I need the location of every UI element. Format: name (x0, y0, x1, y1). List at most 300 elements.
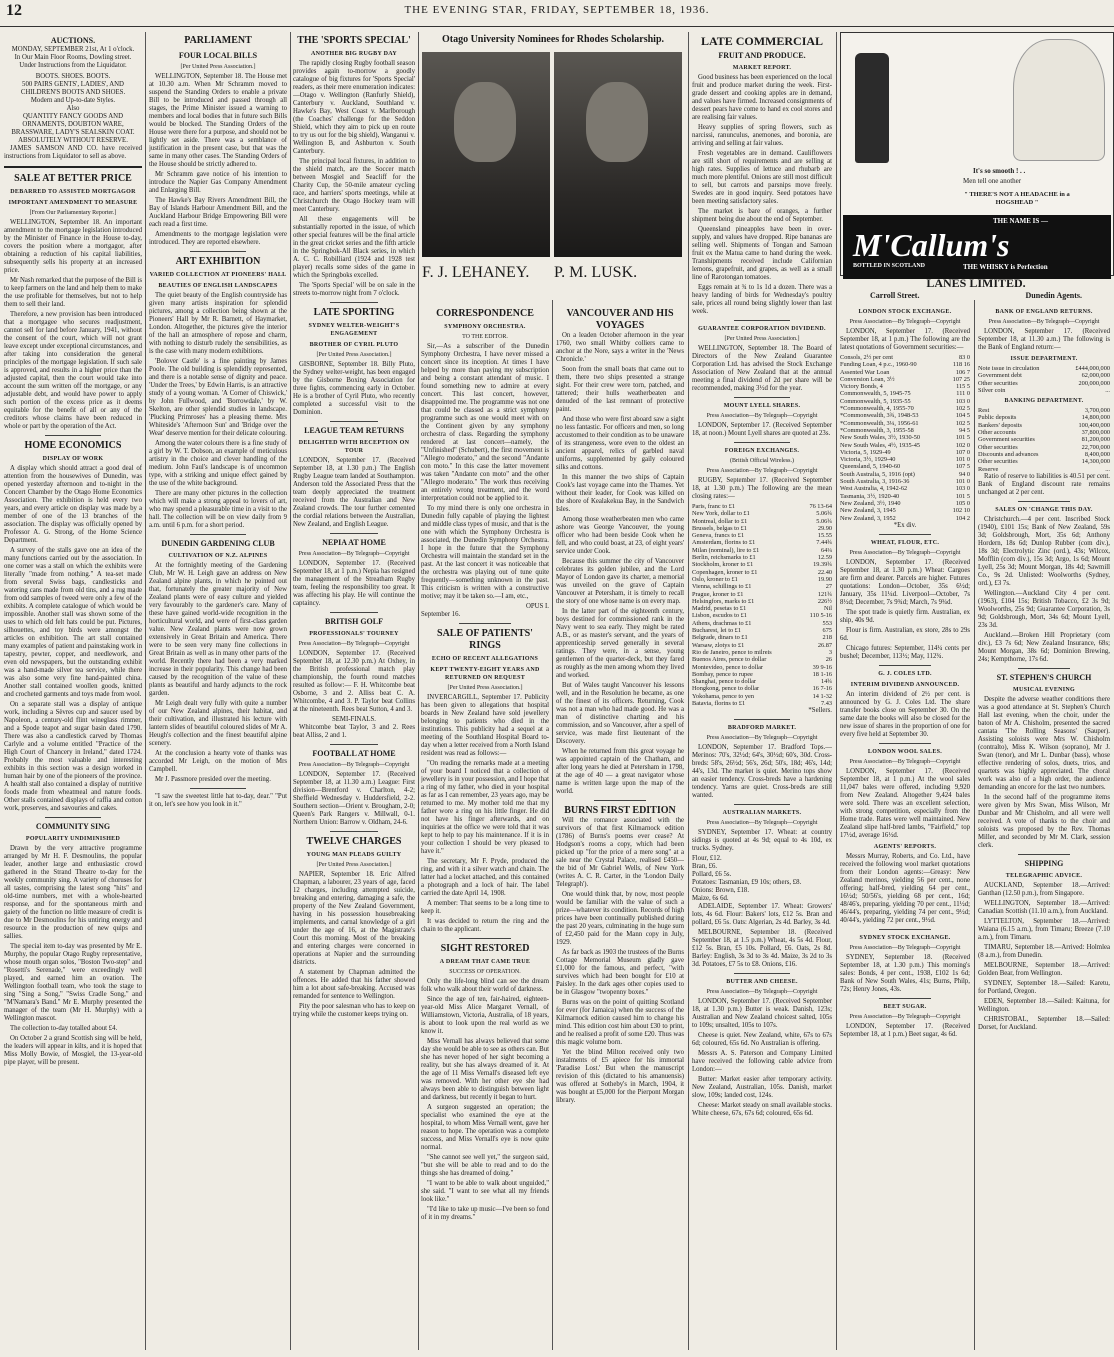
sse-credit: Press Association—By Telegraph—Copyright (849, 944, 961, 951)
auction-modern: Modern and Up-to-date Styles. (30, 97, 116, 104)
row-label: New York, dollar to £1 (692, 510, 750, 518)
rings-heading: SALE OF PATIENTS' RINGS (437, 628, 533, 651)
golf-semi-label: SEMI-FINALS. (332, 716, 376, 723)
shipping-subheading: TELEGRAPHIC ADVICE. (1005, 872, 1083, 879)
divider (879, 929, 931, 930)
golf-paragraph: LONDON, September 17. (Received September 18, at 12.30 p.m.) At Oxhey, in the British professional match play championship, the fourth round matches resulted as follow:— F. H. Whitcombe beat Osborne, 3 and 2. Alliss beat C. A. Whitcombe, 4 and 3. P. Taylor beat Collins at the nineteenth. Rees beat Sutton, 4 and 3. (293, 650, 415, 713)
sales-paragraph: Auckland.—Broken Hill Proprietary (com div.), £3 7s 6d; New Zealand Insurance, 68s; Mount Morgan, 38s 6d; Dominion Brewing, 24s; Kempthorne, 17s 6d. (978, 631, 1110, 663)
table-row (692, 649, 832, 656)
parliament-heading: PARLIAMENT (184, 35, 252, 46)
vancouver-paragraph: In this manner the two ships of Captain Cook's last voyage came into the Thames. Yet without their leader, for Cook was killed on the shore of Kealakekua Bay, in the Sandwich Isles. (556, 474, 684, 513)
sight-subheading-2: SUCCESS OF OPERATION. (449, 969, 521, 975)
row-value: 19.39¾ (813, 561, 832, 569)
football-credit: Press Association—By Telegraph—Copyright (298, 762, 410, 768)
garden-paragraph: Mr J. Passmore presided over the meeting. (155, 776, 271, 783)
row-value: 27 (825, 583, 832, 591)
table-row (692, 700, 832, 707)
row-value: 226½ (817, 597, 832, 605)
vancouver-paragraph: In the latter part of the eighteenth century, boys destined for commissioned rank in the Navy went to sea early. They might be rated A.B., or as master's servant, and the years of apprenticeship served generally in several ratings. They were, in a sense, young gentlemen of the quarter-deck, but they fared as roughly as the men among whom they lived and worked. (556, 608, 684, 679)
ad-street: Carroll Street. (870, 291, 920, 300)
table-row (692, 685, 832, 692)
row-value: 3,700,000 (1084, 407, 1110, 415)
garden-heading: DUNEDIN GARDENING CLUB (161, 539, 275, 548)
table-row (840, 427, 970, 434)
boe-paragraph: Ratio of reserve to liabilities is 40.51 per cent. Bank of England discount rate remains unchanged at 2 per cent. (978, 472, 1110, 496)
rings-paragraph: The secretary, Mr F. Pryde, produced the ring, and with it a silver watch and chain. The latter had a locket attached, and this contained a photograph and a lock of hair. The label carried the date April 14, 1908. (421, 858, 549, 897)
nepia-heading: NEPIA AT HOME (322, 538, 386, 547)
masthead-title: THE EVENING STAR, FRIDAY, SEPTEMBER 18, 1936. (404, 4, 710, 16)
row-value: 105 0 (955, 499, 970, 507)
list-item: Onions: Brown, £18. (692, 887, 750, 895)
row-value: 26 (825, 656, 832, 664)
late-sporting-subheading-2: BROTHER OF CYRIL PLUTO (309, 342, 399, 348)
table-row (692, 525, 832, 532)
divider (1018, 501, 1071, 502)
art-paragraph: There are many other pictures in the collection which will make a strong appeal to lovers of art, who may spend a pleasurable time in a visit to the hall. The collection will be on view daily from 9 a.m. until 6 p.m. for a short period. (149, 490, 287, 529)
sports-subheading: ANOTHER BIG RUGBY DAY (310, 51, 398, 57)
table-row (692, 693, 832, 700)
vancouver-paragraph: Among those weatherbeaten men who came ashore was George Vancouver, the young officer who had been beside Cook when he fell, and who could boast, at 23, of eight years' service under Cook. (556, 516, 684, 555)
sale-heading: SALE AT BETTER PRICE (14, 173, 132, 184)
table-row (978, 466, 1110, 473)
rings-paragraph: "On reading the remarks made at a meeting of your board I noticed that a collection of jewellery is in your possession, and I hope that a ring of my father, who died in your hospital as far as I can remember, 23 years ago, may be returned to me. My mother told me that my father wore a ring on his little finger. He did not have his finger afterwards, and on inquiries at the office we were told that it was kept to help to pay his maintenance. If it is in your collection I should be very pleased to have it." (421, 760, 549, 855)
golf-subheading: PROFESSIONALS' TOURNEY (309, 631, 399, 637)
row-label: Madrid, pesetas to £1 (692, 605, 747, 613)
sales-paragraph: Wellington.—Auckland City 4 per cent. (1963), £104 15s; British Tobacco, £2 3s 9d; Woolworths, 25s 9d; Guarantee Corporation, 3s 9d; Goldsbrough, Mort, 34s 6d; Mount Lyell, 23s 3d. (978, 589, 1110, 629)
agents-paragraph: Messrs Murray, Roberts, and Co. Ltd., have received the following wool market quotations from their London agents:—Greasy: New Zealand merinos, yielding 56 per cent., none offering; half-bred, yielding 64 per cent., 16½d; 50/56's, yielding 68 per cent., 16d; 48/46's, preparing, yielding 70 per cent., 11½d; 46/44's, preparing, yielding 74 per cent., 9½d; 40/44's, yielding 72 per cent., 9½d. (840, 852, 970, 924)
row-label: Tasmania, 3½, 1920-40 (840, 492, 900, 500)
row-value: 83 0 (958, 354, 970, 361)
ad-brand: M'Callum's (853, 227, 1010, 263)
fruit-paragraph: Good business has been experienced on the local fruit and produce market during the week. First-grade dessert and cooking apples are in demand, and values have firmed. Increased consignments of dessert pears have come to hand ex cool stores and are realising fair values. (692, 74, 832, 121)
row-label: Bombay, pence to rupee (692, 670, 753, 678)
row-value: 102 5 (955, 419, 970, 427)
row-value: 101 5 (955, 492, 970, 500)
foreign-exchange-subheading: (British Official Wireless.) (729, 458, 795, 464)
church-paragraph: In the second half of the programme items were given by Mrs Swan, Miss Wilson, Mr Dunbar and Mr Chisholm, and all were well received. A vote of thanks to the choir and soloists was proposed by the Rev. Thomas Miller, and seconded by Mr M. Clark, session clerk. (978, 793, 1110, 849)
row-value: 101 0 (955, 478, 970, 486)
table-row (978, 422, 1110, 429)
correspondence-date: September 16. (421, 611, 461, 618)
row-value: 39 9-16 (812, 663, 832, 671)
table-row (840, 361, 970, 368)
community-paragraph: The collection to-day totalled about £4. (10, 1025, 118, 1032)
row-label: *Commonwealth, 4, 1955-70 (840, 405, 914, 413)
divider (190, 251, 245, 252)
boe-paragraph: LONDON, September 17. (Received September 18, at 11.30 a.m.) The following is the Bank of England return:— (978, 328, 1110, 351)
fruit-heading: FRUIT AND PRODUCE. (718, 51, 806, 60)
wheat-paragraph: Flour is firm. Australian, ex store, 28s to 29s 6d. (840, 626, 970, 642)
home-paragraph: A display which should attract a good deal of attention from the housewives of Dunedin, was opened yesterday afternoon and to-night in the Concert Chamber by the Otago Home Economics Association. The exhibition is held every two years, and every article on display was made by a member of one of the 13 branches of the association. The display was officially opened by Professor A. G. Strong, of the Home Science Department. (4, 465, 142, 544)
fx-table (692, 503, 832, 707)
row-label: Consols, 2½ per cent (840, 354, 893, 361)
shipping-item: EDEN, September 18.—Sailed: Kaituna, for Wellington. (978, 997, 1110, 1013)
lse-table (840, 354, 970, 522)
fruit-paragraph: Heavy supplies of spring flowers, such as narcissi, ranunculus, anemones, and boronia, are arriving and selling at fair values. (692, 124, 832, 147)
community-subheading: POPULARITY UNDIMINISHED (25, 836, 121, 842)
home-heading: HOME ECONOMICS (24, 440, 122, 451)
burns-heading: BURNS FIRST EDITION (564, 805, 676, 816)
row-label: Government debt (978, 372, 1022, 380)
row-value: 102 5 (955, 405, 970, 413)
row-label: New South Wales, 4½, 1935-45 (840, 441, 921, 449)
row-label: Geneva, francs to £1 (692, 532, 745, 540)
league-paragraph: LONDON, September 17. (Received September 18, at 1.30 p.m.) The English Rugby League team landed at Southampton. Anderson told the Associated Press that the team deeply appreciated the treatment received from the Australian and New Zealand crowds. The tour further cemented the cordial relations between the Australian, New Zealand, and English League. (293, 457, 415, 528)
portrait-face (454, 82, 516, 162)
list-item: Bran, £6. (692, 863, 718, 871)
table-row (978, 458, 1110, 465)
auction-quantity: QUANTITY FANCY GOODS AND ORNAMENTS, DOUBTON WARE, BRASSWARE, LADY'S SEALSKIN COAT. (11, 113, 135, 136)
burns-paragraph: Yet the blind Milton received only two instalments of £5 apiece for his immortal 'Paradise Lost.' But when the manuscript revision of this (dictated to his amanuensis) was offered at Sotheby's in March, 1904, it was bought at £5,000 for the Pierpont Morgan library. (556, 1049, 684, 1104)
table-row (840, 456, 970, 463)
column-rule (418, 32, 419, 1350)
row-value: 107 0 (955, 448, 970, 456)
correspondence-subheading: SYMPHONY ORCHESTRA. (444, 324, 526, 330)
sight-paragraph: Miss Vernall has always believed that some day she would be able to see as others can. But she has never hoped of her sight becoming a reality, but she has always dreamed of it. At the age of 11 Miss Vernall's diseased left eye was removed. With her other eye she had always been able to distinguish between light and darkness, but recently it began to hurt. (421, 1038, 549, 1101)
table-row (978, 387, 1110, 394)
fruit-paragraph: Eggs remain at ¾ to 1s 1d a dozen. There was a heavy landing of birds for Wednesday's poultry sale, prices all round being slightly lower than last week. (692, 284, 832, 315)
table-row (692, 554, 832, 561)
bottle-illustration (855, 53, 889, 163)
art-paragraph: 'Bolover Castle' is a fine painting by James Poole. The old building is splendidly represented, and there is a notable sense of dignity and peace. 'Under the Trees,' by Edwin Harris, is an attractive study of a young woman. 'A Corner of Chiswick,' by John Fullwood, and 'Borrowdale,' by W. Skelton, are other splendid studies in landscape. 'Plucking Primroses' has a pleasing theme. Mrs Whiteside's 'Afternoon Sun' and 'Bridge over the Wear' deserve mention for their delicate colouring. (149, 358, 287, 437)
auctions-heading: AUCTIONS. (50, 36, 96, 45)
burns-paragraph: As far back as 1903 the trustees of the Burns Cottage Memorial Museum gladly gave £1,000 for the famous, and perfect, "with survives which had been bought for £10 at Paisley. In the dark ages other copies used to be in Glasgow "twopenny boxes." (556, 949, 684, 996)
sale-paragraph: Therefore, a new provision has been introduced that a mortgagee who secures readjustment, cannot sell for land before January, 1941, without the consent of the court, which will not grant leave except under exceptional circumstances, and after taking into consideration the general principles of the mortgage legislation. If such sale is approved, and results in a higher price than the adjusted capital, then the court would take into account the sum written off the mortgage, or any adjustable debt, and would have power to apply such portion of the excess price as it deems equitable for the benefit of all or any of the creditors whose claims have been reduced in whole or part by the operation of the Act. (4, 311, 142, 430)
table-row (840, 398, 970, 405)
row-label: *Commonwealth, 3¾, 1948-53 (840, 412, 919, 420)
twelve-paragraph: Pity the poor salesman who has to keep on trying while the customer keeps trying on. (293, 1003, 415, 1018)
beet-paragraph: LONDON, September 17. (Received September 18, at 1 p.m.) Beet sugar, 4s 6d. (840, 1022, 970, 1038)
ad-city: Dunedin Agents. (1025, 291, 1082, 300)
correspondence-signature: OPUS I. (525, 603, 549, 610)
home-paragraph: On a separate stall was a display of antique work, including a Sèvres cup and saucer used by Napoleon, a century-old flint wineglass rimmer, and a Spode teapot and sugar basin dated 1790. There was also a candlestick carved by Thomas Carlyle and a volume entitled "Practice of the High Court of Chancery in Ireland," dated 1724. Probably the most valuable and interesting exhibits in this section was a design worked in human hair by one of the pioneers of the province. A health stall also contained a display of nutritive foods made from wheatmeal and nature foods. Other stalls contained displays of raffia and cotton work, preserves, and savouries and cakes. (4, 701, 142, 812)
bank-heading: BANKING DEPARTMENT. (1004, 398, 1084, 405)
guarantee-credit: [Per United Press Association.] (724, 336, 800, 342)
row-label: Bankers' deposits (978, 421, 1022, 429)
column-2 (149, 32, 287, 1350)
whisky-advertisement (840, 32, 1114, 276)
divider (879, 743, 931, 744)
row-label: Public deposits (978, 414, 1017, 422)
church-paragraph: Despite the adverse weather conditions there was a good attendance at St. Stephen's Church Hall last evening, when the choir, under the baton of Mr A. Chisholm, presented the sacred cantata 'The Rolling Seasons' (Sauper). Assisting soloists were Mrs W. Chisholm (contralto), Miss K. Wilson (soprano), Mr J. Swan (tenor), and Mr L. Dunbar (bass), whose effective rendering of solos, duets, trios, and quartets was highly appreciated. The choral work was also of a high order, the audience demanding an encore for the last two numbers. (978, 695, 1110, 791)
ad-whisky: THE WHISKY is Perfection (963, 263, 1048, 271)
correspondence-to: TO THE EDITOR. (462, 334, 508, 340)
burns-paragraph: Burns was on the point of quitting Scotland for ever (for Jamaica) when the success of the Kilmarnock edition caused him to change his mind. This edition cost him about £30 to print, and he realised a profit of some £20. Thus was this magic volume born. (556, 999, 684, 1046)
twelve-paragraph: A statement by Chapman admitted the offences. He added that his father showed him a lot about safe-breaking. Accused was remanded for sentence to Wellington. (293, 969, 415, 1000)
foreign-exchange-credit: Press Association—By Telegraph—Copyright (706, 468, 818, 474)
beet-credit: Press Association—By Telegraph—Copyright (849, 1013, 961, 1020)
row-label: Rest (978, 407, 990, 415)
row-value: 26.87 (817, 641, 832, 649)
row-label: Other securities (978, 458, 1018, 466)
sale-paragraph: Mr Nash remarked that the purpose of the Bill is to keep farmers on the land and help them to make the use profitable for themselves, but not to help them to sell their land. (4, 277, 142, 308)
twelve-heading: TWELVE CHARGES (306, 836, 402, 847)
wool-heading: LONDON WOOL SALES. (867, 748, 943, 755)
table-row (692, 620, 832, 627)
table-row (978, 414, 1110, 421)
table-row (840, 478, 970, 485)
ad-brand-bar (843, 215, 1111, 279)
ad-quote-1: It's so smooth ! . . (973, 167, 1026, 175)
burns-paragraph: Will the romance associated with the survivors of that first Kilmarnock edition (1786) of Burns's poems ever cease? At Hodgson's rooms a copy, which had been picked up "for the price of a mere song" at a sale near the Crystal Palace, realised £450—the bid of Mr Gabriel Wells, of New York (writes A. C. R. Carter, in the 'London Daily Telegraph'). (556, 817, 684, 888)
sse-heading: SYDNEY STOCK EXCHANGE. (859, 934, 951, 941)
community-paragraph: On October 2 a grand Scottish sing will be held, the leaders will appear in kilts, and it is hoped that Miss Molly Bowie, of Mosgiel, the 13-year-old pipe player, will be present. (4, 1035, 142, 1066)
row-value: 94 0 (958, 470, 970, 478)
beet-heading: BEET SUGAR. (883, 1003, 927, 1010)
row-value: 102 10 (952, 507, 970, 515)
table-row (692, 569, 832, 576)
australian-paragraph: SYDNEY, September 17. Wheat: at country sidings is quoted at 4s 9d; equal to 4s 10d, ex trucks. Sydney. (692, 829, 832, 853)
church-heading: ST. STEPHEN'S CHURCH (996, 672, 1092, 682)
sse-paragraph: SYDNEY, September 18. (Received September 18, at 1.30 p.m.) This morning's sales: Bonds, 4 per cent., 1938, £102 1s 6d; Bank of New South Wales, 41s; Burns, Philp, 72s; Henry Jones, 43s. (840, 953, 970, 993)
garden-paragraph: Mr Leigh dealt very fully with quite a number of our New Zealand alpines, their habitat, and their cultivation, and illustrated his lecture with lantern slides of beautiful coloured slides of Mr A. Heugh's collection and the finest beautiful alpine scenery. (149, 700, 287, 747)
wool-paragraph: LONDON, September 17. (Received September 18, at 1 p.m.) At the wool sales 11,047 bales were offered, including 9,920 from New Zealand. Altogether 9,424 bales were sold. There was an excellent selection, with strong competition, especially from the Home trade. Rates were well maintained. New Zealand slipe half-bred lambs, "Fairfield," top 17½d, average 16½d. (840, 767, 970, 839)
row-value: 121¾ (817, 590, 832, 598)
row-label: Assented War Loan (840, 368, 890, 376)
ad-footer (840, 276, 1112, 300)
league-subheading: DELIGHTED WITH RECEPTION ON TOUR (298, 440, 410, 454)
row-label: Victory Bonds, 4 (840, 383, 883, 391)
row-value: 107 5 (955, 463, 970, 471)
auction-absolutely: ABSOLUTELY WITHOUT RESERVE. (18, 137, 128, 144)
art-paragraph: Among the water colours there is a fine study of a girl by W. T. Dobson, an example of meticulous artistry in the choice and clever handling of the medium. John Faul's landscape is of uncommon type, with a striking and unique effect gained by the use of the white background. (149, 440, 287, 487)
table-row (692, 583, 832, 590)
butter-paragraph: Messrs A. S. Paterson and Company Limited have received the following cable advice from London:— (692, 1050, 832, 1074)
divider (879, 534, 931, 535)
football-paragraph: LONDON, September 17. (Received September 18, at 11.30 a.m.) League: First division—Brentford v. Charlton, 4-2; Sheffield Wednesday v. Huddersfield, 2-2. Southern section—Orient v. Brougham, 2-0; Queen's Park Rangers v. Millwall, 0-1. Northern Union: Barrow v. Oldham, 24-6. (293, 771, 415, 826)
table-row (840, 420, 970, 427)
row-label: Oslo, kroner to £1 (692, 575, 738, 583)
row-label: Discounts and advances (978, 450, 1039, 458)
sight-heading: SIGHT RESTORED (440, 943, 530, 954)
wheat-paragraph: LONDON, September 17. (Received September 18, at 1.30 p.m.) Wheat: Cargoes are firm and dearer. Parcels are higher. Futures quotations: London—October, 35s 6½d; January, 35s 11¼d. Liverpool—October, 7s 8½d; December, 7s 9¾d; March, 7s 9¾d. (840, 558, 970, 606)
late-sporting-credit: [Per United Press Association.] (316, 352, 392, 358)
sight-subheading: A DREAM THAT CAME TRUE (439, 959, 531, 965)
table-row (692, 678, 832, 685)
shipping-item: TIMARU, September 18.—Arrived: Holmlea (8 a.m.), from Dunedin. (978, 943, 1110, 959)
table-row (978, 436, 1110, 443)
row-label: Stockholm, kroner to £1 (692, 561, 754, 569)
art-subheading: VARIED COLLECTION AT PIONEERS' HALL (149, 272, 287, 278)
shipping-item: AUCKLAND, September 18.—Arrived: Ganthan (12.50 p.m.), from Singapore. (978, 881, 1110, 897)
boe-credit: Press Association—By Telegraph—Copyright (988, 319, 1100, 325)
nepia-paragraph: LONDON, September 17. (Received September 18, at 1 p.m.) Nepia has resigned the management of the Streatham Rugby team, feeling the responsibility too great. It was affecting his play. He will continue the captaincy. (293, 560, 415, 607)
table-row (692, 547, 832, 554)
butter-heading: BUTTER AND CHEESE. (726, 979, 798, 986)
late-commercial-heading: LATE COMMERCIAL (700, 34, 824, 48)
wheat-paragraph: The spot trade is quietly firm. Australian, ex ship, 40s 9d. (840, 608, 970, 624)
correspondence-paragraph: To my mind there is only one orchestra in Dunedin fully capable of playing the lightest and middle class types of music, and that is the one with which the Symphony Orchestra is associated, the Dunedin Symphony Orchestra. I hope in the future that the Symphony Orchestra will maintain the standard set in the past. At the last concert it was noticeable that the orchestra was playing out of tune quite frequently—something unknown in the past. This criticism is written with a constructive motive; may it be taken so.—I am, etc., (421, 505, 549, 600)
parliament-subheading: FOUR LOCAL BILLS (178, 51, 258, 60)
table-row (978, 444, 1110, 451)
divider (330, 421, 379, 422)
row-value: ... (1105, 386, 1110, 394)
table-row (840, 434, 970, 441)
table-row (692, 539, 832, 546)
masthead (0, 0, 1114, 27)
row-label: *Commonwealth, 3¼, 1956-61 (840, 419, 919, 427)
fruit-subheading: MARKET REPORT. (732, 65, 792, 71)
home-subheading: DISPLAY OF WORK (42, 456, 104, 462)
row-value: 101 5 (955, 434, 970, 442)
divider (330, 744, 379, 745)
column-rule (688, 32, 689, 1350)
fx-note: *Sellers. (808, 707, 832, 715)
lse-note: *Ex div. (893, 521, 917, 529)
community-paragraph: Drawn by the very attractive programme arranged by Mr H. F. Desmoulins, the popular leader, another large and enthusiastic crowd gathered in the Strand Theatre to-day for the weekly community sing. A variety of choruses for all tastes, comprising the latest song "hits" and old-time numbers, met with a whole-hearted response, and for the spontaneous mirth and gaiety of the function no little measure of credit is due to Mr Desmoulins for his untiring energy and resource in the production of new quips and sallies. (4, 845, 142, 940)
row-value: 94 5 (958, 426, 970, 434)
row-value: 111 0 (956, 390, 970, 398)
issue-table (978, 365, 1110, 394)
sports-paragraph: The rapidly closing Rugby football season provides again to-morrow a goodly catalogue of big fixtures for 'Sports Special' readers, as their mere enumeration indicates:—Otago v. Wellington (Ranfurly Shield), Canterbury v. Auckland, Southland v. Hawke's Bay, West Coast v. Marlborough (the Coaches' challenge for the Seddon Shield, which they aim to pick up en route to try us out for the big shield), Wanganui v. Wellington B, and Ashburton v. South Canterbury. (293, 60, 415, 155)
table-row (692, 612, 832, 619)
butter-paragraph: Butter: Market easier after temporary activity. New Zealand, Australian, 105s. Danish, market slow, 109s; landed cost, 124s. (692, 1076, 832, 1100)
sight-paragraph: "I'd like to take up music—I've been so fond of it in my dreams." (421, 1206, 549, 1221)
ad-bottled: BOTTLED IN SCOTLAND (853, 263, 926, 269)
row-value: 14 1-32 (812, 692, 832, 700)
row-label: Amsterdam, florins to £1 (692, 539, 756, 547)
row-label: Hongkong, pence to dollar (692, 685, 760, 693)
row-label: Warsaw, zlotys to £1 (692, 641, 745, 649)
lse-heading: LONDON STOCK EXCHANGE. (858, 309, 952, 315)
row-label: Funding Loan, 4 p.c., 1960-90 (840, 361, 917, 369)
row-label: Lisbon, escudos to £1 (692, 612, 747, 620)
rings-paragraph: INVERCARGILL, September 17. Publicity has been given to allegations that hospital boards in New Zealand have sold jewellery belonging to patients who died in the institutions. This publicity had a sequel at a meeting of the Southland Hospital Board to-day when a letter received from a North Island resident was read as follows:— (421, 694, 549, 757)
row-value: 200,000,000 (1078, 379, 1110, 387)
row-value: 106 7 (955, 368, 970, 376)
table-row (692, 671, 832, 678)
table-row (840, 390, 970, 397)
filler-joke: "I saw the sweetest little hat to-day, dear." "Put it on, let's see how you look in it." (149, 793, 287, 808)
table-row (840, 449, 970, 456)
auction-boots: BOOTS. SHOES. BOOTS. (35, 73, 111, 80)
late-sporting-subheading: SYDNEY WELTER-WEIGHT'S ENGAGEMENT (308, 323, 400, 337)
vancouver-heading: VANCOUVER AND HIS VOYAGES (566, 308, 674, 331)
butter-paragraph: LONDON, September 17. (Received September 18, at 1.30 p.m.) Butter is weak. Danish, 123s; Australian and New Zealand choicest salted, 105s to 109s; unsalted, 105s to 107s. (692, 998, 832, 1030)
coles-heading: G. J. COLES LTD. (878, 670, 932, 677)
column-rule (145, 32, 146, 1350)
parliament-paragraph: WELLINGTON, September 18. The House met at 10.30 a.m. When Mr Schramm moved to suspend the Standing Orders to enable a private Bill to be introduced and passed through all stages, the Prime Minister issued a warning to members and local bodies that in future such Bills would be blocked. The Standing Orders of the House were there for a purpose, and should not be lightly set aside. There was a semblance of justification in the present case, but that was the same in many other cases. The Standing Orders of the House should be strictly adhered to. (149, 73, 287, 168)
divider (330, 302, 379, 303)
table-row (840, 463, 970, 470)
correspondence-paragraph: Sir,—As a subscriber of the Dunedin Symphony Orchestra, I have never missed a concert since its inception. At times I have helped by more than paying my subscription and being a constant attendant of music. I found something new to admire at every concert. This last concert, however, disappointed me. The programme was not one that could be classed as a strict symphony programme such as one would meet with on the Continent given by any symphony orchestra of class. Regarding the symphony rendered at last concert—namely, the "Unfinished" (Schubert), the first movement is "Allegro moderato," and the second "Andante con moto." In this case the latter movement was taken "Andante con moto" and the other "Allegro moderato." The work thus receiving an entirely wrong treatment, and the word interpretation could not be applied to it. (421, 343, 549, 502)
table-row (692, 591, 832, 598)
row-value: 103 0 (955, 485, 970, 493)
row-value: Nil (823, 605, 832, 613)
mount-lyell-paragraph: LONDON, September 17. (Received September 18, at noon.) Mount Lyell shares are quoted at 23s. (692, 422, 832, 437)
row-value: 8,400,000 (1084, 450, 1110, 458)
divider (330, 831, 379, 832)
auction-under: Under Instructions from the Liquidator. (19, 62, 127, 69)
divider (734, 442, 790, 443)
divider (594, 800, 645, 801)
sales-heading: SALES ON 'CHANGE THIS DAY. (995, 506, 1093, 513)
table-row (840, 412, 970, 419)
list-item: Pollard, £6 5s. (692, 871, 732, 879)
sight-paragraph: A surgeon suggested an operation; the specialist who examined the eye at the hospital, to whom Miss Vernall went, gave her reason to hope. The operation was a complete success, and Miss Vernall's eye is now quite normal. (421, 1104, 549, 1151)
portrait-photo (554, 52, 682, 257)
church-subheading: MUSICAL EVENING (1012, 686, 1075, 693)
table-row (840, 515, 970, 522)
divider (1018, 854, 1071, 855)
late-sporting-heading: LATE SPORTING (313, 307, 395, 318)
table-row (692, 634, 832, 641)
divider (734, 973, 790, 974)
row-label: Helsingfors, marks to £1 (692, 597, 755, 605)
twelve-subheading: YOUNG MAN PLEADS GUILTY (306, 852, 402, 858)
row-value: 5.06¾ (816, 510, 832, 518)
column-rule (290, 32, 291, 1350)
table-row (978, 365, 1110, 372)
table-row (978, 451, 1110, 458)
ad-company: LANES LIMITED. (926, 276, 1026, 290)
table-row (692, 576, 832, 583)
table-row (692, 664, 832, 671)
garden-paragraph: At the fortnightly meeting of the Gardening Club, Mr W. H. Leigh gave an address on New Zealand alpine plants, in which he pointed out that, fortunately the greater majority of New Zealand plants were of easy culture and yielded very favourably to the gardener's care. Many of these have gained world-wide recognition in the horticultural world, and were of first-class garden value. New Zealand plants were now grown extensively in Great Britain and America. There were to be seen very many fine collections in Great Britain as well as in many other parts of the world. Recently there had been a very marked increase in their popularity. This change had been caused by the recognition of the value of these plants as beautiful and hardy adjuncts to the rock garden. (149, 562, 287, 697)
auction-pairs: 500 PAIRS GENTS', LADIES', AND CHILDREN'S BOOTS AND SHOES. (20, 81, 126, 96)
parliament-paragraph: Amendments to the mortgage legislation were introduced. They are reported elsewhere. (149, 231, 287, 246)
row-label: Vienna, schillings to £1 (692, 583, 752, 591)
row-value: 5.06¾ (816, 517, 832, 525)
australian-paragraph: MELBOURNE, September 18. (Received September 18, at 1.5 p.m.) Wheat, 4s 5s 4d. Flour, £12 5s. Bran, £5 10s. Pollard, £6. Oats, 2s 8d. Barley: English, 3s 3d to 3s 4d. Maize, 3s 2d to 3s 3d. Potatoes, £7 5s to £8. Onions, £16. (692, 929, 832, 969)
column-rule (552, 300, 553, 1350)
sports-paragraph: The 'Sports Special' will be on sale in the streets to-morrow night from 7 o'clock. (293, 282, 415, 297)
bank-table (978, 407, 1110, 473)
row-label: New South Wales, 3½, 1930-50 (840, 434, 921, 442)
table-row (692, 605, 832, 612)
shipping-item: SYDNEY, September 18.—Sailed: Karetu, for Portland, Oregon. (978, 979, 1110, 995)
column-4 (421, 305, 549, 1350)
column-3 (293, 32, 415, 1350)
australian-list (692, 855, 832, 903)
row-label: Victoria, 5, 1929-49 (840, 448, 891, 456)
column-rule (836, 32, 837, 1350)
butter-paragraph: Cheese: Market steady on small available stocks. White cheese, 67s, 67s 6d; coloured, 65s 6d. (692, 1102, 832, 1118)
ad-quote-3: " THERE'S NOT A HEADACHE in a HOGSHEAD " (964, 191, 1070, 206)
sports-paragraph: All these engagements will be substantially reported in the issue, of which other special features will be the final article in the great cricket series and the fifth article in the Springbok-All Black series, in which A. C. C. Robilliard (1924 and 1928 test player) recalls some sides of the game in which the Springboks excelled. (293, 216, 415, 279)
table-row (692, 598, 832, 605)
table-row (840, 507, 970, 514)
row-value: 107 25 (952, 375, 970, 383)
garden-paragraph: At the conclusion a hearty vote of thanks was accorded Mr Leigh, on the motion of Mrs Campbell. (149, 750, 287, 773)
art-paragraph: The quiet beauty of the English countryside has given many artists inspiration for splendid pictures, among a collection being shown at the Pioneers' Hall by Mr R. Barnett, of Haymarket, London. Altogether, the pictures give the interior of the hall an atmosphere of repose and charm, with nothing to disturb rudely the sensibilities, as is the case with many modern exhibitions. (149, 292, 287, 355)
column-8 (978, 305, 1110, 1350)
divider (734, 320, 790, 321)
ad-quote-2: Men tell one another (963, 177, 1022, 185)
issue-heading: ISSUE DEPARTMENT. (1010, 356, 1078, 362)
sale-paragraph: WELLINGTON, September 18. An important amendment to the mortgage legislation introduced by the Minister of Finance in the House to-day, covers the position where a mortgagor, after obtaining a reduction of his capital liabilities, subsequently sells his property at an increased price. (4, 219, 142, 274)
row-label: *Commonwealth, 3, 1955-58 (840, 426, 914, 434)
divider (459, 623, 510, 624)
interim-heading: INTERIM DIVIDEND ANNOUNCED. (850, 681, 960, 688)
table-row (840, 354, 970, 361)
ad-address (840, 291, 1112, 300)
sale-subheading-2: IMPORTANT AMENDMENT TO MEASURE (8, 200, 138, 206)
auction-date: MONDAY, SEPTEMBER 21st, At 1 o'clock. (11, 46, 135, 53)
divider (330, 533, 379, 534)
garden-subheading: CULTIVATION OF N.Z. ALPINES (168, 553, 268, 559)
row-label: Montreal, dollar to £1 (692, 517, 748, 525)
row-label: West Australia, 4, 1942-62 (840, 485, 908, 493)
row-value: 29.90 (817, 524, 832, 532)
row-value: 62,000,000 (1081, 372, 1110, 380)
row-value: 7.44¾ (816, 539, 832, 547)
divider (330, 612, 379, 613)
australian-paragraph: ADELAIDE, September 17. Wheat: Growers' lots, 4s 6d. Flour: Bakers' lots, £12 5s. Bran and pollard, £6 5s. Oats: Algerian, 2s 4d. Barley, 3s 4d. (692, 903, 832, 927)
row-label: Belgrade, dinars to £1 (692, 634, 748, 642)
table-row (978, 429, 1110, 436)
bradford-credit: Press Association—By Telegraph—Copyright (706, 735, 818, 742)
